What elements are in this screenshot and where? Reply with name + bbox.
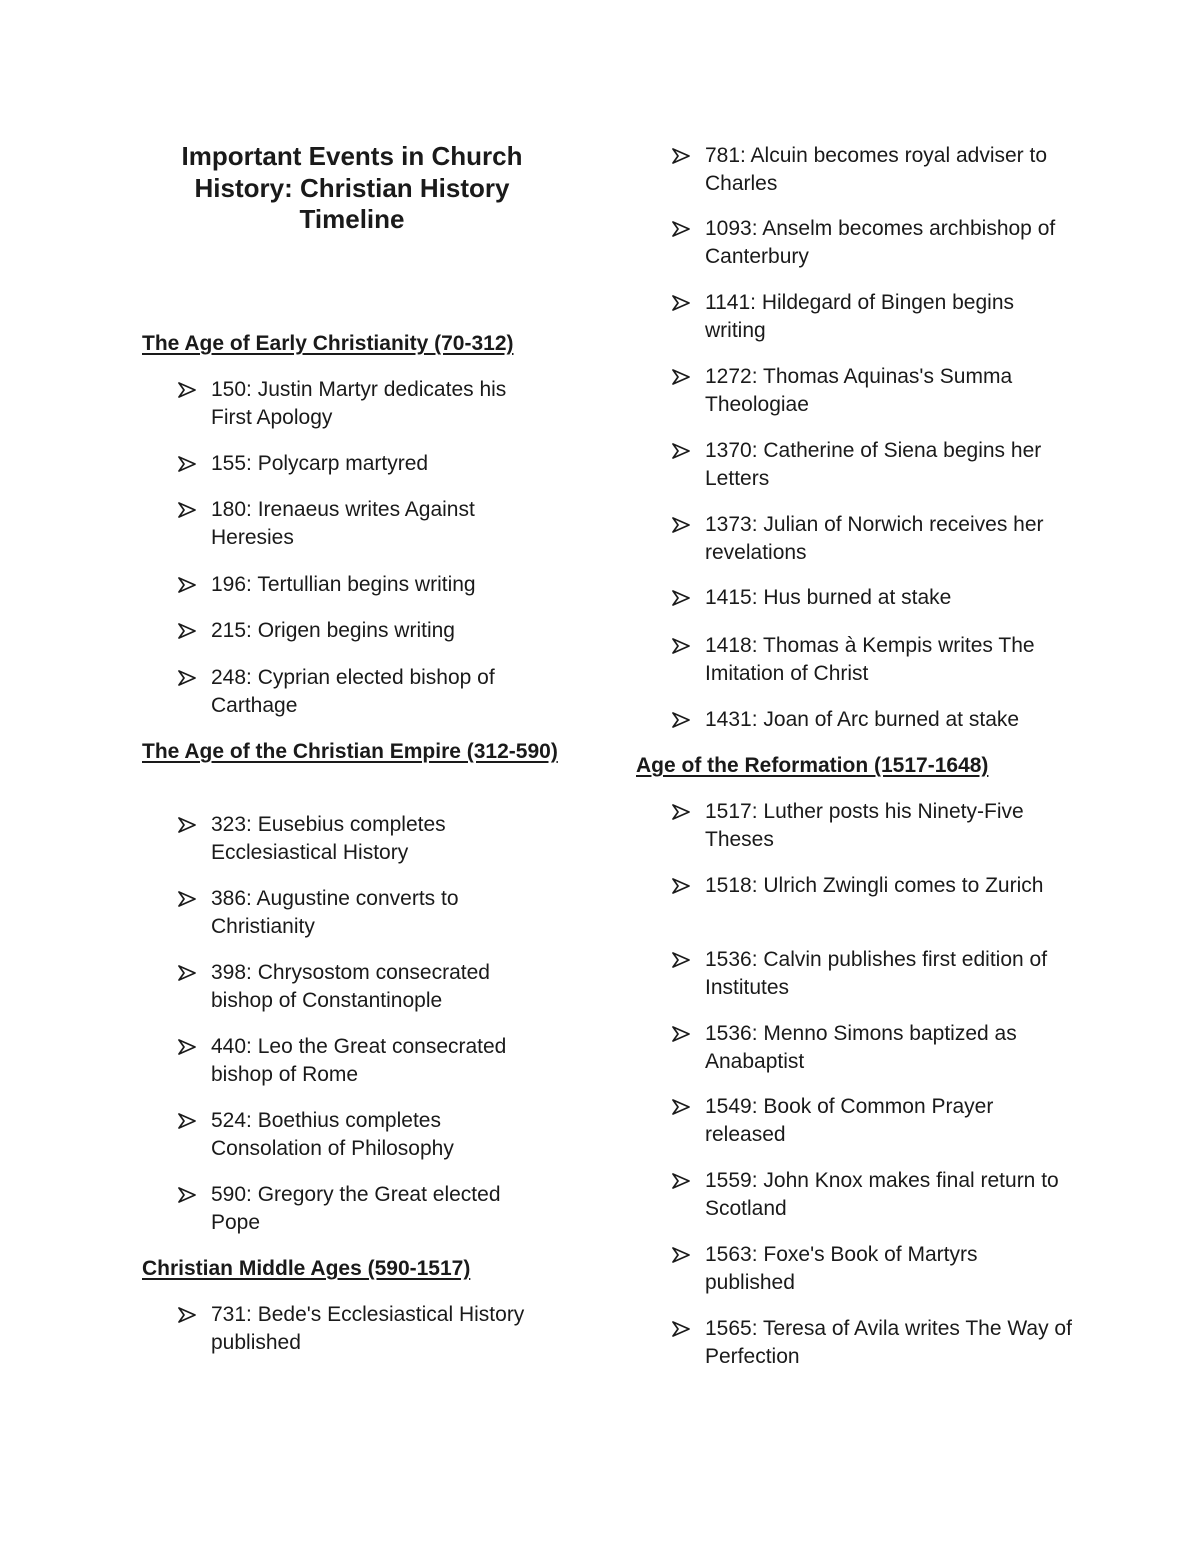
arrow-bullet-icon bbox=[672, 1173, 690, 1189]
arrow-bullet-icon bbox=[672, 952, 690, 968]
arrow-bullet-icon bbox=[672, 638, 690, 654]
list-item-text: 1536: Calvin publishes first edition of Institutes bbox=[705, 948, 1048, 999]
arrow-bullet-icon bbox=[672, 878, 690, 894]
list-item-text: 1370: Catherine of Siena begins her Letters bbox=[705, 439, 1042, 490]
list-item-text: 1431: Joan of Arc burned at stake bbox=[705, 708, 1020, 731]
section-heading-christian-empire: The Age of the Christian Empire (312-590) bbox=[142, 740, 558, 763]
list-item-text: 196: Tertullian begins writing bbox=[211, 573, 476, 596]
list-item-text: 248: Cyprian elected bishop of Carthage bbox=[211, 666, 495, 717]
list-item bbox=[178, 664, 548, 719]
list-item bbox=[672, 511, 1072, 566]
list-item-text: 1517: Luther posts his Ninety-Five Theses bbox=[705, 800, 1024, 851]
list-item-text: 590: Gregory the Great elected Pope bbox=[211, 1183, 501, 1234]
arrow-bullet-icon bbox=[672, 1321, 690, 1337]
arrow-bullet-icon bbox=[178, 817, 196, 833]
arrow-bullet-icon bbox=[672, 148, 690, 164]
list-item bbox=[178, 1181, 548, 1236]
list-item bbox=[672, 1020, 1072, 1075]
arrow-bullet-icon bbox=[672, 1099, 690, 1115]
list-item bbox=[672, 706, 1072, 734]
arrow-bullet-icon bbox=[672, 712, 690, 728]
list-item bbox=[672, 1093, 1072, 1148]
arrow-bullet-icon bbox=[178, 670, 196, 686]
arrow-bullet-icon bbox=[178, 1039, 196, 1055]
arrow-bullet-icon bbox=[672, 804, 690, 820]
list-item bbox=[178, 959, 548, 1014]
list-item-text: 150: Justin Martyr dedicates his First Apology bbox=[211, 378, 507, 429]
list-item-text: 524: Boethius completes Consolation of Philosophy bbox=[211, 1109, 454, 1160]
arrow-bullet-icon bbox=[672, 517, 690, 533]
arrow-bullet-icon bbox=[672, 1247, 690, 1263]
arrow-bullet-icon bbox=[178, 1113, 196, 1129]
list-item bbox=[178, 617, 548, 645]
list-item-text: 1563: Foxe's Book of Martyrs published bbox=[705, 1243, 978, 1294]
list-item-text: 398: Chrysostom consecrated bishop of Constantinople bbox=[211, 961, 490, 1012]
arrow-bullet-icon bbox=[672, 443, 690, 459]
section-heading-early-christianity: The Age of Early Christianity (70-312) bbox=[142, 332, 514, 355]
arrow-bullet-icon bbox=[672, 590, 690, 606]
list-item bbox=[178, 376, 548, 431]
arrow-bullet-icon bbox=[672, 221, 690, 237]
document-title: Important Events in Church History: Christian History Timeline bbox=[181, 141, 523, 234]
list-item bbox=[672, 437, 1072, 492]
list-item bbox=[178, 571, 548, 599]
list-item-text: 1415: Hus burned at stake bbox=[705, 586, 952, 609]
arrow-bullet-icon bbox=[178, 577, 196, 593]
arrow-bullet-icon bbox=[672, 295, 690, 311]
list-item-text: 1518: Ulrich Zwingli comes to Zurich bbox=[705, 874, 1044, 897]
section-heading-middle-ages: Christian Middle Ages (590-1517) bbox=[142, 1257, 471, 1280]
arrow-bullet-icon bbox=[672, 1026, 690, 1042]
list-item-text: 215: Origen begins writing bbox=[211, 619, 455, 642]
arrow-bullet-icon bbox=[178, 382, 196, 398]
list-item-text: 155: Polycarp martyred bbox=[211, 452, 429, 475]
arrow-bullet-icon bbox=[178, 965, 196, 981]
list-item-text: 1141: Hildegard of Bingen begins writing bbox=[705, 291, 1015, 342]
list-item bbox=[672, 798, 1072, 853]
list-item bbox=[178, 1107, 548, 1162]
list-item-text: 323: Eusebius completes Ecclesiastical History bbox=[211, 813, 446, 864]
list-item bbox=[672, 632, 1072, 687]
list-item bbox=[672, 215, 1072, 270]
list-item bbox=[672, 363, 1072, 418]
list-item bbox=[672, 1241, 1072, 1296]
section-heading-reformation: Age of the Reformation (1517-1648) bbox=[636, 754, 989, 777]
list-item-text: 440: Leo the Great consecrated bishop of Rome bbox=[211, 1035, 507, 1086]
list-item bbox=[178, 1033, 548, 1088]
list-item-text: 1418: Thomas à Kempis writes The Imitation of Christ bbox=[705, 634, 1035, 685]
list-item-text: 1549: Book of Common Prayer released bbox=[705, 1095, 994, 1146]
list-item-text: 1536: Menno Simons baptized as Anabaptist bbox=[705, 1022, 1017, 1073]
list-item bbox=[672, 289, 1072, 344]
list-item-text: 386: Augustine converts to Christianity bbox=[211, 887, 459, 938]
list-item bbox=[672, 1167, 1072, 1222]
arrow-bullet-icon bbox=[178, 456, 196, 472]
arrow-bullet-icon bbox=[178, 502, 196, 518]
arrow-bullet-icon bbox=[672, 369, 690, 385]
list-item-text: 1559: John Knox makes final return to Scotland bbox=[705, 1169, 1059, 1220]
list-item bbox=[178, 811, 548, 866]
arrow-bullet-icon bbox=[178, 1307, 196, 1323]
list-item bbox=[178, 885, 548, 940]
list-item-text: 180: Irenaeus writes Against Heresies bbox=[211, 498, 475, 549]
list-item bbox=[672, 584, 1072, 612]
list-item-text: 731: Bede's Ecclesiastical History published bbox=[211, 1303, 525, 1354]
arrow-bullet-icon bbox=[178, 623, 196, 639]
list-item-text: 1272: Thomas Aquinas's Summa Theologiae bbox=[705, 365, 1013, 416]
list-item bbox=[672, 142, 1072, 197]
list-item bbox=[672, 946, 1072, 1001]
arrow-bullet-icon bbox=[178, 1187, 196, 1203]
list-item-text: 1093: Anselm becomes archbishop of Canterbury bbox=[705, 217, 1056, 268]
list-item-text: 781: Alcuin becomes royal adviser to Charles bbox=[705, 144, 1048, 195]
list-item-text: 1565: Teresa of Avila writes The Way of Perfection bbox=[705, 1317, 1072, 1368]
list-item-text: 1373: Julian of Norwich receives her revelations bbox=[705, 513, 1044, 564]
arrow-bullet-icon bbox=[178, 891, 196, 907]
list-item bbox=[672, 872, 1072, 900]
list-item bbox=[672, 1315, 1072, 1370]
list-item bbox=[178, 496, 548, 551]
list-item bbox=[178, 1301, 548, 1356]
list-item bbox=[178, 450, 548, 478]
